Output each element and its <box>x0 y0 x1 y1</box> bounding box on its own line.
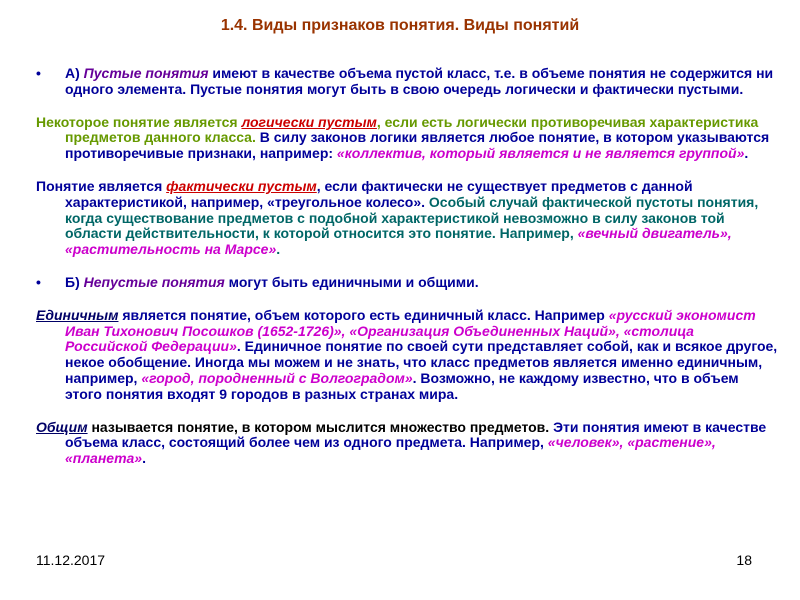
paragraph-text: . Возможно, не каждому известно, что в объем этого понятия входят 9 городов в разных странах мира. <box>65 369 739 402</box>
paragraph-singular <box>36 308 778 403</box>
example-text: «человек», «растение», «планета» <box>65 434 716 467</box>
bullet-marker: • <box>36 273 41 290</box>
paragraph-end: . <box>276 241 281 258</box>
slide-title: 1.4. Виды признаков понятия. Виды понятий <box>220 17 580 34</box>
paragraph-text: , если есть логически противоречивая характеристика предметов данного класса. <box>65 113 759 146</box>
paragraph-text: имеют в качестве объема пустой класс, т.е. в объеме понятия не содержится ни одного элемента. Пустые понятия могут быть в свою очередь логически и фактически пустыми. <box>65 65 774 97</box>
paragraph-text: могут быть единичными и общими. <box>224 273 479 290</box>
paragraph-end: . <box>744 145 749 162</box>
example-text: «город, породненный с Волгоградом» <box>141 369 413 386</box>
term-nonempty-concepts: Непустые понятия <box>83 273 225 290</box>
paragraph-text: Эти понятия имеют в качестве объема класс, состоящий более чем из одного предмета. Например, <box>65 418 767 451</box>
paragraph-logically-empty <box>36 115 778 162</box>
paragraph-text: Некоторое понятие является <box>36 113 242 130</box>
paragraph-text: , если фактически не существует предметов с данной характеристикой, например, «треугольное колесо». <box>65 177 693 210</box>
paragraph-end: . <box>142 450 146 467</box>
slide-number: 18 <box>736 552 752 568</box>
paragraph-empty-concepts <box>36 66 778 98</box>
example-text: «вечный двигатель», «растительность на Марсе» <box>65 225 732 258</box>
paragraph-prefix: Б) <box>65 273 84 290</box>
paragraph-factually-empty <box>36 179 778 258</box>
footer-date: 11.12.2017 <box>36 552 106 568</box>
term-factually-empty: фактически пустым <box>166 177 317 194</box>
term-logically-empty: логически пустым <box>241 113 377 130</box>
example-text: «русский экономист Иван Тихонович Посошков (1652-1726)», «Организация Объединенных Наций», «столица Российской Федерации» <box>65 306 756 355</box>
paragraph-text: является понятие, объем которого есть единичный класс. <box>118 306 531 323</box>
paragraph-text: . Единичное понятие по своей сути представляет собой, как и всякое другое, некое обобщение. Иногда мы можем и не знать, что класс предметов является именно единичным, например, <box>65 338 778 386</box>
paragraph-text: Понятие является <box>36 177 167 194</box>
paragraph-text: Например <box>530 306 609 323</box>
paragraph-text: Особый случай фактической пустоты понятия, когда существование предметов с подобной характеристикой невозможно в силу законов той области действительности, к которой относится это понятие. Например, <box>65 193 759 242</box>
term-general: Общим <box>36 418 88 435</box>
bullet-marker: • <box>36 65 41 81</box>
paragraph-nonempty-concepts <box>36 275 778 291</box>
example-text: «коллектив, который является и не является группой» <box>336 145 745 162</box>
paragraph-general <box>36 420 778 467</box>
term-singular: Единичным <box>36 306 119 323</box>
paragraph-prefix: А) <box>65 65 84 81</box>
paragraph-text: называется понятие, в котором мыслится множество предметов. <box>87 418 550 435</box>
slide-body <box>36 66 778 467</box>
paragraph-text: В силу законов логики является любое понятие, в котором указываются противоречивые признаки, например: <box>65 129 770 162</box>
term-empty-concepts: Пустые понятия <box>83 65 209 81</box>
